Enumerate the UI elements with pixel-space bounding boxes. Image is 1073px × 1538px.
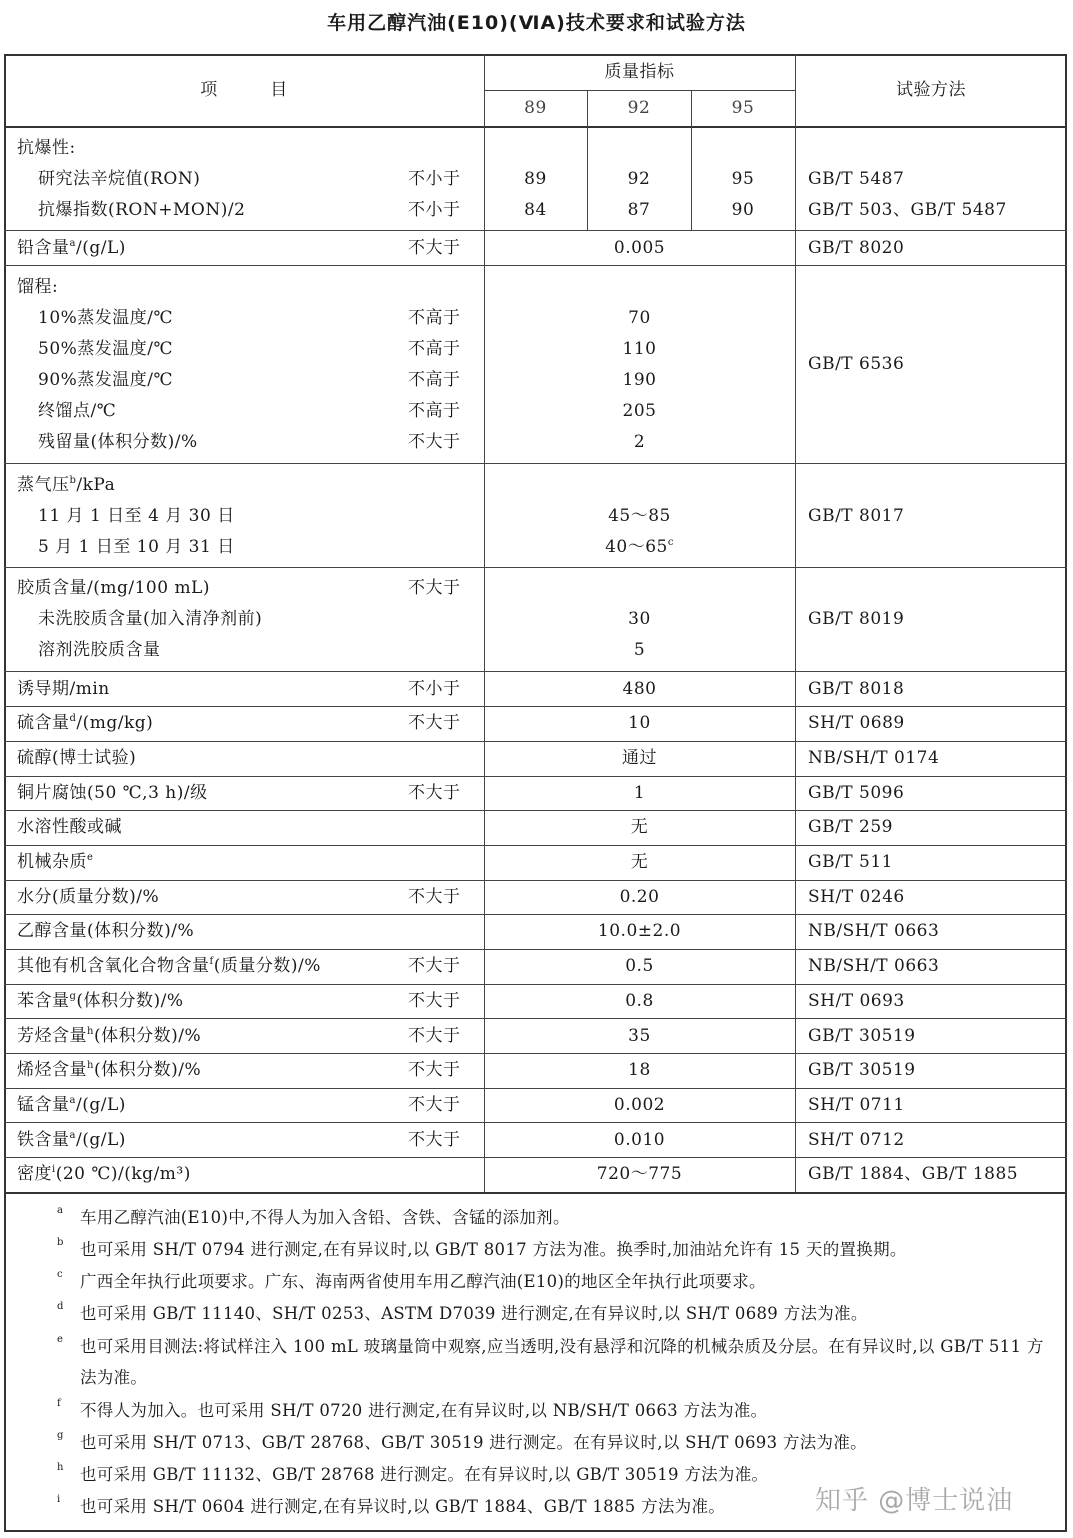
row-value: 无	[630, 852, 649, 872]
row-rule	[4, 1018, 1067, 1019]
lead-limit: 不大于	[408, 238, 461, 258]
row-label: 芳烃含量$^h$(体积分数)/%	[17, 1026, 202, 1046]
row-value: 10	[628, 713, 651, 733]
row-method: GB/T 259	[808, 817, 893, 837]
footnote-mark: a	[57, 1205, 63, 1216]
row-limit: 不大于	[408, 713, 461, 733]
gum-unwashed-label: 未洗胶质含量(加入清净剂前)	[38, 609, 263, 629]
ron-limit: 不小于	[408, 169, 461, 189]
row-limit: 不大于	[408, 1060, 461, 1080]
footnote-text: 广西全年执行此项要求。广东、海南两省使用车用乙醇汽油(E10)的地区全年执行此项要求。	[80, 1272, 766, 1291]
gum-washed-label: 溶剂洗胶质含量	[38, 640, 161, 660]
header-method: 试验方法	[896, 80, 966, 100]
row-rule	[4, 463, 1067, 464]
row-label: 乙醇含量(体积分数)/%	[17, 921, 195, 941]
page-title: 车用乙醇汽油(E10)(ⅥA)技术要求和试验方法	[327, 12, 746, 34]
row-label: 机械杂质$^e$	[17, 852, 94, 872]
row-method: SH/T 0246	[808, 887, 905, 907]
dist-fbp-value: 205	[622, 401, 657, 421]
row-label: 硫醇(博士试验)	[17, 748, 137, 768]
row-value: 无	[630, 817, 649, 837]
row-value: 35	[628, 1026, 651, 1046]
row-rule	[4, 1122, 1067, 1123]
dist-residue-label: 残留量(体积分数)/%	[38, 432, 198, 452]
row-limit: 不大于	[408, 991, 461, 1011]
distillation-label: 馏程:	[17, 277, 59, 297]
row-label: 其他有机含氧化合物含量$^f$(质量分数)/%	[17, 956, 321, 976]
watermark: 知乎 @博士说油	[815, 1486, 1014, 1516]
row-limit: 不大于	[408, 783, 461, 803]
row-label: 密度$^i$(20 ℃)/(kg/m³)	[17, 1164, 191, 1184]
row-value: 通过	[622, 748, 657, 768]
row-label: 铁含量$^a$/(g/L)	[17, 1130, 126, 1150]
header-bottom-rule	[4, 126, 1067, 128]
header-grade-92: 92	[627, 98, 651, 118]
row-rule	[4, 741, 1067, 742]
lead-value: 0.005	[613, 238, 666, 258]
gum-limit: 不大于	[408, 578, 461, 598]
row-method: GB/T 511	[808, 852, 893, 872]
row-limit: 不大于	[408, 956, 461, 976]
row-rule	[4, 1053, 1067, 1054]
row-rule	[4, 845, 1067, 846]
gum-unwashed-value: 30	[628, 609, 651, 629]
footnote-mark: h	[57, 1462, 64, 1473]
lead-label: 铅含量$^a$/(g/L)	[17, 238, 126, 258]
col-rule	[795, 54, 796, 1192]
vapor-summer-value: 40～65$^c$	[605, 537, 674, 557]
row-rule	[4, 880, 1067, 881]
footnote-mark: b	[57, 1237, 64, 1248]
vapor-summer-label: 5 月 1 日至 10 月 31 日	[38, 537, 235, 557]
row-label: 苯含量$^g$(体积分数)/%	[17, 991, 184, 1011]
header-quality: 质量指标	[604, 62, 675, 82]
lead-method: GB/T 8020	[808, 238, 905, 258]
row-value: 10.0±2.0	[597, 921, 682, 941]
ron-95: 95	[731, 169, 755, 189]
row-value: 0.010	[613, 1130, 666, 1150]
gum-label: 胶质含量/(mg/100 mL)	[17, 578, 210, 598]
dist-fbp-limit: 不高于	[408, 401, 461, 421]
dist-50-value: 110	[622, 339, 657, 359]
ron-method: GB/T 5487	[808, 169, 905, 189]
row-value: 0.20	[619, 887, 660, 907]
row-label: 烯烃含量$^h$(体积分数)/%	[17, 1060, 202, 1080]
row-limit: 不小于	[408, 679, 461, 699]
row-value: 0.8	[625, 991, 654, 1011]
aki-limit: 不小于	[408, 200, 461, 220]
row-method: GB/T 30519	[808, 1026, 916, 1046]
footnote-text: 不得人为加入。也可采用 SH/T 0720 进行测定,在有异议时,以 NB/SH/T 0663 方法为准。	[80, 1401, 768, 1420]
vapor-winter-label: 11 月 1 日至 4 月 30 日	[38, 506, 235, 526]
row-method: GB/T 8018	[808, 679, 905, 699]
row-method: NB/SH/T 0174	[808, 748, 940, 768]
row-rule	[4, 706, 1067, 707]
footnote-mark: e	[57, 1334, 63, 1345]
row-rule	[4, 776, 1067, 777]
table-bottom-rule	[4, 1192, 1067, 1194]
row-method: GB/T 1884、GB/T 1885	[808, 1164, 1019, 1184]
dist-10-limit: 不高于	[408, 308, 461, 328]
footnote-text: 也可采用 SH/T 0604 进行测定,在有异议时,以 GB/T 1884、GB/T 1885 方法为准。	[80, 1497, 726, 1516]
row-limit: 不大于	[408, 1130, 461, 1150]
row-rule	[4, 949, 1067, 950]
footnote-text: 也可采用 SH/T 0713、GB/T 28768、GB/T 30519 进行测定。在有异议时,以 SH/T 0693 方法为准。	[80, 1433, 867, 1452]
aki-89: 84	[524, 200, 547, 220]
row-method: SH/T 0711	[808, 1095, 905, 1115]
row-limit: 不大于	[408, 1026, 461, 1046]
dist-90-limit: 不高于	[408, 370, 461, 390]
row-rule	[4, 230, 1067, 231]
row-value: 480	[622, 679, 657, 699]
row-rule	[4, 1088, 1067, 1089]
dist-10-label: 10%蒸发温度/℃	[38, 308, 174, 328]
antiknock-label: 抗爆性:	[17, 138, 76, 158]
row-limit: 不大于	[408, 1095, 461, 1115]
row-method: SH/T 0712	[808, 1130, 905, 1150]
vapor-label: 蒸气压$^b$/kPa	[17, 475, 116, 495]
row-rule	[4, 914, 1067, 915]
dist-50-limit: 不高于	[408, 339, 461, 359]
row-rule	[4, 567, 1067, 568]
footnote-text: 也可采用 GB/T 11132、GB/T 28768 进行测定。在有异议时,以 GB/T 30519 方法为准。	[80, 1465, 769, 1484]
footnote-text: 也可采用目测法:将试样注入 100 mL 玻璃量筒中观察,应当透明,没有悬浮和沉降的机械杂质及分层。在有异议时,以 GB/T 511 方法为准。	[80, 1337, 1044, 1387]
row-method: NB/SH/T 0663	[808, 921, 940, 941]
row-method: SH/T 0689	[808, 713, 905, 733]
vapor-winter-value: 45～85	[608, 506, 671, 526]
row-value: 18	[628, 1060, 651, 1080]
footnote-mark: c	[57, 1269, 63, 1280]
dist-residue-value: 2	[633, 432, 646, 452]
aki-95: 90	[731, 200, 755, 220]
row-rule	[4, 265, 1067, 266]
footnote-mark: i	[57, 1494, 61, 1505]
dist-fbp-label: 终馏点/℃	[38, 401, 117, 421]
row-rule	[4, 810, 1067, 811]
row-label: 锰含量$^a$/(g/L)	[17, 1095, 126, 1115]
row-label: 铜片腐蚀(50 ℃,3 h)/级	[17, 783, 208, 803]
ron-92: 92	[627, 169, 651, 189]
ron-89: 89	[524, 169, 547, 189]
gum-method: GB/T 8019	[808, 609, 905, 629]
row-label: 水溶性酸或碱	[17, 817, 122, 837]
aki-92: 87	[627, 200, 651, 220]
header-grade-89: 89	[524, 98, 547, 118]
row-value: 0.5	[625, 956, 654, 976]
row-method: GB/T 30519	[808, 1060, 916, 1080]
dist-50-label: 50%蒸发温度/℃	[38, 339, 174, 359]
row-method: GB/T 5096	[808, 783, 905, 803]
dist-10-value: 70	[628, 308, 651, 328]
distillation-method: GB/T 6536	[808, 354, 905, 374]
row-method: SH/T 0693	[808, 991, 905, 1011]
dist-90-value: 190	[622, 370, 657, 390]
header-subdivider	[484, 90, 795, 91]
row-value: 1	[633, 783, 646, 803]
footnote-mark: f	[57, 1398, 61, 1409]
gum-washed-value: 5	[633, 640, 646, 660]
ron-label: 研究法辛烷值(RON)	[38, 169, 201, 189]
footnote-text: 也可采用 GB/T 11140、SH/T 0253、ASTM D7039 进行测定,在有异议时,以 SH/T 0689 方法为准。	[80, 1304, 868, 1323]
row-value: 0.002	[613, 1095, 666, 1115]
row-label: 水分(质量分数)/%	[17, 887, 160, 907]
row-limit: 不大于	[408, 887, 461, 907]
header-grade-95: 95	[731, 98, 755, 118]
row-value: 720～775	[596, 1164, 683, 1184]
row-label: 诱导期/min	[17, 679, 110, 699]
footnote-text: 也可采用 SH/T 0794 进行测定,在有异议时,以 GB/T 8017 方法为准。换季时,加油站允许有 15 天的置换期。	[80, 1240, 907, 1259]
row-rule	[4, 1157, 1067, 1158]
aki-label: 抗爆指数(RON+MON)/2	[38, 200, 246, 220]
footnote-mark: d	[57, 1301, 64, 1312]
vapor-method: GB/T 8017	[808, 506, 905, 526]
aki-method: GB/T 503、GB/T 5487	[808, 200, 1007, 220]
dist-90-label: 90%蒸发温度/℃	[38, 370, 174, 390]
footnote-mark: g	[57, 1430, 64, 1441]
header-item: 项 目	[200, 80, 288, 100]
row-method: NB/SH/T 0663	[808, 956, 940, 976]
row-rule	[4, 984, 1067, 985]
row-rule	[4, 671, 1067, 672]
dist-residue-limit: 不大于	[408, 432, 461, 452]
row-label: 硫含量$^d$/(mg/kg)	[17, 713, 154, 733]
footnote-text: 车用乙醇汽油(E10)中,不得人为加入含铅、含铁、含锰的添加剂。	[80, 1208, 570, 1227]
